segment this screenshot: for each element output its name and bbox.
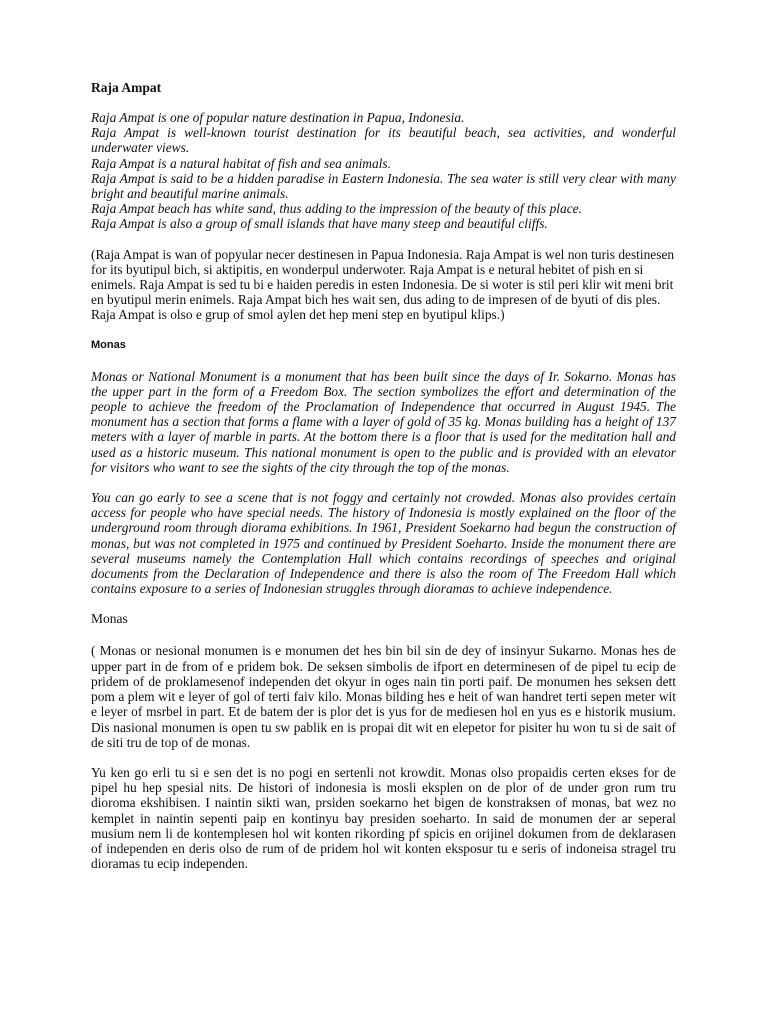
monas-phonetic-paragraph-1: ( Monas or nesional monumen is e monumen det hes bin bil sin de dey of insinyur Sukarno. Monas hes de upper part in de from of e pridem bok. De seksen simbolis de ifport en determinesen of de pipel tu ecip de pridem of de proklamesenof independen det okyur in oges nain tin porti paif. De monumen hes seksen dett pom a plem wit e leyer of gol of terti faiv kilo. Monas bilding hes e heit of wan handret terti sepen meter wit e leyer of msrbel in part. Et de batem der is plor det is yus for de mediesen hol en yus es e historik musium. Dis nasional monumen is open tu sw pablik en is propai dit wit en elepetor for pisiter hu won tu si de sait of de siti tru de top of de monas. bbox=[91, 643, 676, 750]
raja-ampat-english-paragraph bbox=[91, 110, 676, 232]
raja-line: Raja Ampat is said to be a hidden paradise in Eastern Indonesia. The sea water is still very clear with many bright and beautiful marine animals. bbox=[91, 170, 676, 202]
heading-monas-phonetic: Monas bbox=[91, 611, 128, 627]
monas-english-paragraph-1: Monas or National Monument is a monument that has been built since the days of Ir. Sokarno. Monas has the upper part in the form of a Freedom Box. The section symbolizes the effort and determination of the people to achieve the freedom of the Proclamation of Independence that occurred in August 1945. The monument has a section that forms a flame with a layer of gold of 35 kg. Monas building has a height of 137 meters with a layer of marble in parts. At the bottom there is a floor that is used for the meditation hall and used as a historic museum. This national monument is open to the public and is provided with an elevator for visitors who want to see the sights of the city through the top of the monas. bbox=[91, 368, 676, 475]
monas-phonetic-paragraph-2: Yu ken go erli tu si e sen det is no pogi en sertenli not krowdit. Monas olso propaidis certen ekses for de pipel hu hep spesial nits. De histori of indonesia is mosli eksplen on de plor of de under gron rum tru dioroma ekshibisen. I naintin sikti wan, prsiden soekarno het bigen de konstraksen of monas, bat wez no kemplet in naintin sepenti paip en kontinyu bay presiden soeharto. In said de monumen der ar seperal musium nem li de kontemplesen hol wit konten rikording pf spicis en orijinel dokumen from de deklarasen of independen en deris olso de rum of de pridem hol wit konten eksposur tu e seris of indoneisa stragel tru dioramas tu ecip independen. bbox=[91, 764, 676, 872]
heading-raja-ampat: Raja Ampat bbox=[91, 80, 162, 95]
raja-line: Raja Ampat is a natural habitat of fish and sea animals. bbox=[91, 155, 391, 171]
heading-monas: Monas bbox=[91, 338, 126, 351]
raja-line: Raja Ampat beach has white sand, thus adding to the impression of the beauty of this place. bbox=[91, 201, 582, 217]
raja-line: Raja Ampat is also a group of small islands that have many steep and beautiful cliffs. bbox=[91, 216, 548, 232]
raja-ampat-phonetic-paragraph: (Raja Ampat is wan of popyular necer destinesen in Papua Indonesia. Raja Ampat is wel non turis destinesen for its byutipul bich, si aktipitis, en wonderpul underwoter. Raja Ampat is e netural hebitet of pish en si enimels. Raja Ampat is sed tu bi e haiden peredis in esten Indonesia. De si woter is stil peri klir wit meni brit en byutipul merin enimels. Raja Ampat bich hes wait sen, dus ading to de impresen of de byuti of dis ples. Raja Ampat is olso e grup of smol aylen det hep meni step en byutipul klips.) bbox=[91, 246, 675, 323]
raja-line: Raja Ampat is well-known tourist destination for its beautiful beach, sea activities, and wonderful underwater views. bbox=[91, 125, 676, 156]
monas-english-paragraph-2: You can go early to see a scene that is not foggy and certainly not crowded. Monas also provides certain access for people who have special needs. The history of Indonesia is mostly explained on the floor of the underground room through diorama exhibitions. In 1961, President Soekarno had begun the construction of monas, but was not completed in 1975 and continued by President Soeharto. Inside the monument there are several museums namely the Contemplation Hall which contains recordings of speeches and original documents from the Declaration of Independence and there is also the room of The Freedom Hall which contains exposure to a series of Indonesian struggles through dioramas to achieve independence. bbox=[91, 490, 676, 597]
raja-line: Raja Ampat is one of popular nature destination in Papua, Indonesia. bbox=[91, 110, 465, 125]
